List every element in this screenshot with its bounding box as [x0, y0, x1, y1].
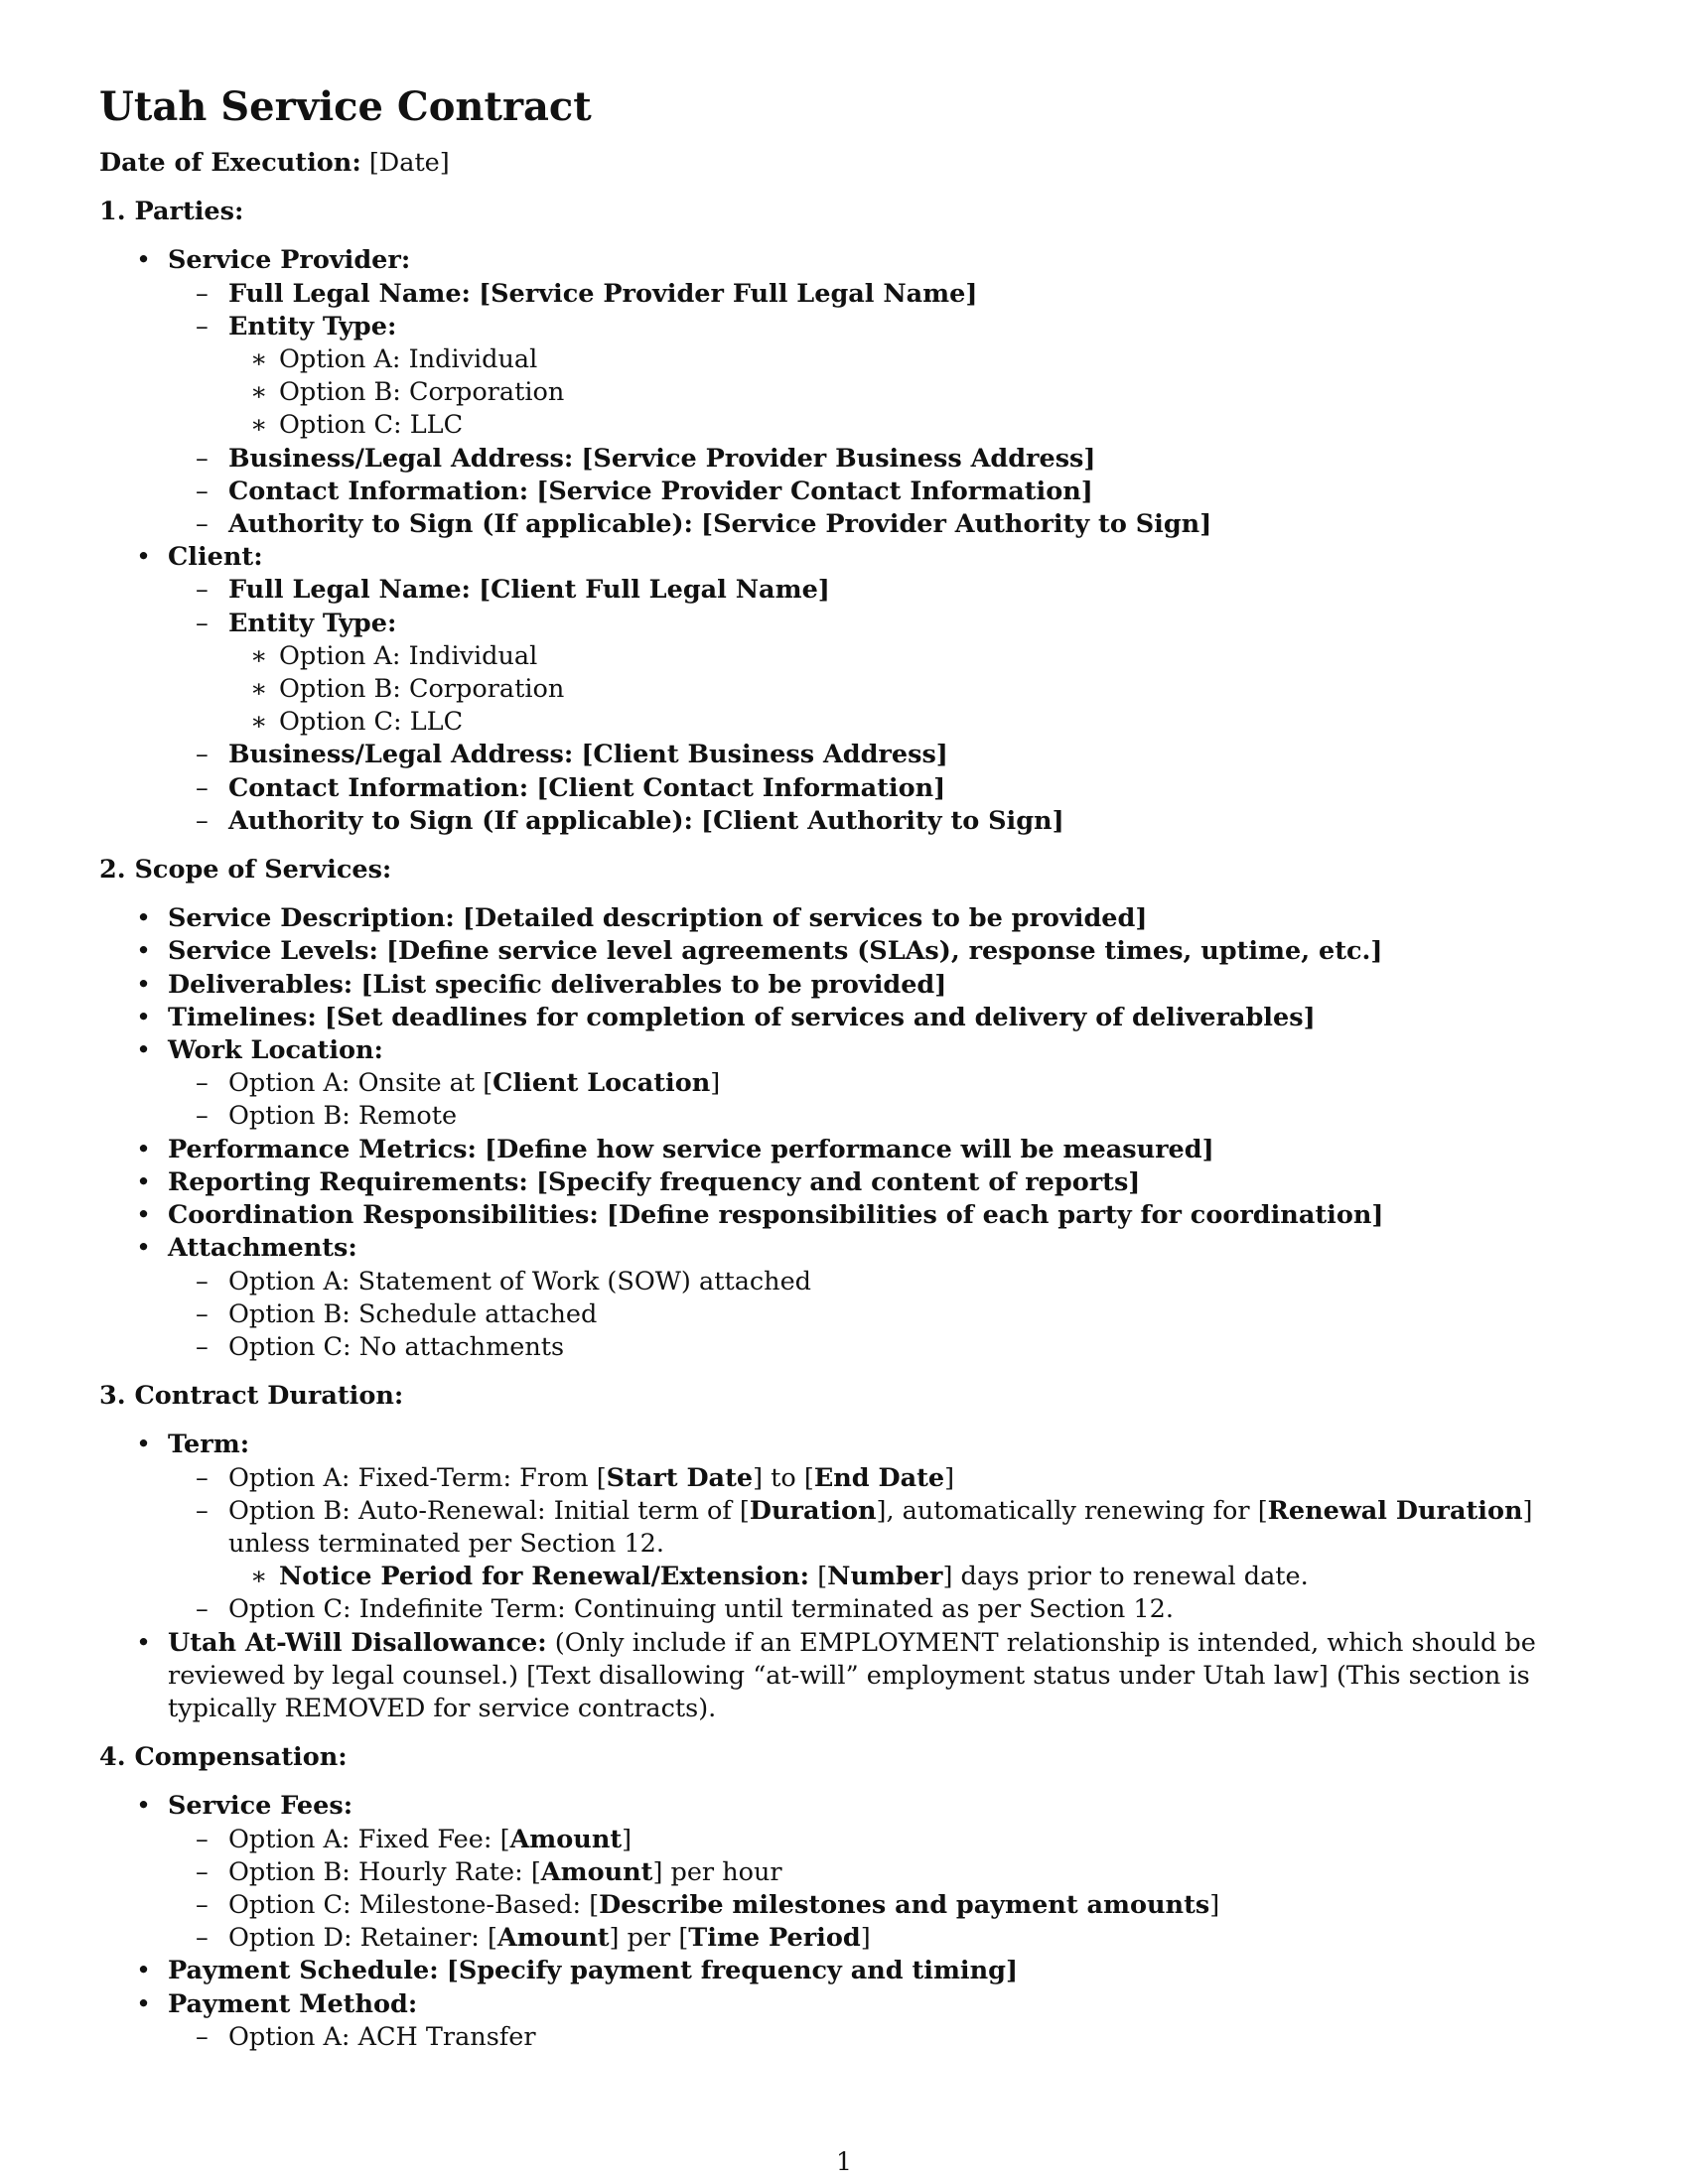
section-title: 3. Contract Duration: — [99, 1381, 404, 1412]
section-title: 1. Parties: — [99, 197, 244, 227]
section-compensation — [99, 1741, 1589, 2054]
list-item: • Term: – Option A: Fixed-Term: From [Start Date] to [End Date] – Option B: Auto-Renewal: Initial term of [Duration], automatically renewing for [Renewal Duration] unless terminated per Section 12. ∗ Notice Period for Renewal/Extension: [Number] days prior to renewal date. – Option C: Indefinite Term: Continuing until terminated as per Section 12. — [99, 1429, 1589, 1626]
list-item: – Option A: Statement of Work (SOW) attached — [196, 1266, 812, 1297]
list-item: – Entity Type: ∗ Option A: Individual ∗ Option B: Corporation ∗ Option C: LLC — [99, 608, 1589, 740]
execution-date-value: [Date] — [368, 148, 450, 178]
list-item: – Option A: Fixed-Term: From [Start Date] to [End Date] — [196, 1462, 955, 1493]
page-number: 1 — [836, 2147, 852, 2176]
section-title: 2. Scope of Services: — [99, 855, 392, 886]
list-item: • Payment Schedule: [Specify payment frequency and timing] — [136, 1956, 1019, 1986]
list-item: – Option B: Hourly Rate: [Amount] per hour — [196, 1856, 782, 1887]
list-item: • Service Provider: – Full Legal Name: [Service Provider Full Legal Name] – Entity Type: ∗ Option A: Individual ∗ Option B: Corporation ∗ Option C: LLC – Business/Legal Address: [Service Provider Business Address] – Contact Information: [Service Provider Contact Information] – Authority to Sign (If applicable): [Service Provider Authority to Sign] — [99, 244, 1589, 541]
list-item: ∗ Notice Period for Renewal/Extension: [Number] days prior to renewal date. — [250, 1562, 1309, 1592]
list-item: ∗ Option A: Individual — [250, 640, 538, 671]
list-item: • Service Fees: – Option A: Fixed Fee: [Amount] – Option B: Hourly Rate: [Amount] per hour – Option C: Milestone-Based: [Describe milestones and payment amounts] – Option D: Retainer: [Amount] per [Time Period] — [99, 1790, 1589, 1955]
list-item: – Option C: No attachments — [196, 1331, 565, 1362]
list-item: – Entity Type: ∗ Option A: Individual ∗ Option B: Corporation ∗ Option C: LLC — [99, 311, 1589, 443]
section-title: 4. Compensation: — [99, 1742, 348, 1773]
list-item: • Service Description: [Detailed description of services to be provided] — [136, 903, 1148, 934]
document-page — [99, 81, 1589, 2070]
section-scope — [99, 854, 1589, 1364]
list-item: – Option A: Fixed Fee: [Amount] — [196, 1824, 633, 1854]
list-item: – Full Legal Name: [Client Full Legal Name] — [196, 575, 830, 606]
list-item: ∗ Option C: LLC — [250, 410, 464, 441]
list-item: • Client: – Full Legal Name: [Client Full Legal Name] – Entity Type: ∗ Option A: Individual ∗ Option B: Corporation ∗ Option C: LLC – Business/Legal Address: [Client Business Address] – Contact Information: [Client Contact Information] – Authority to Sign (If applicable): [Client Authority to Sign] — [99, 541, 1589, 838]
list-item: • Service Levels: [Define service level agreements (SLAs), response times, uptime, etc.] — [136, 936, 1383, 967]
list-item: – Option C: Indefinite Term: Continuing until terminated as per Section 12. — [196, 1594, 1174, 1625]
list-item: – Option C: Milestone-Based: [Describe milestones and payment amounts] — [196, 1889, 1220, 1920]
section-parties — [99, 196, 1589, 838]
list-item: ∗ Option B: Corporation — [250, 377, 565, 408]
list-item: • Reporting Requirements: [Specify frequency and content of reports] — [136, 1166, 1141, 1197]
section-duration — [99, 1380, 1589, 1725]
list-item: – Full Legal Name: [Service Provider Full Legal Name] — [196, 278, 978, 309]
list-item: • Work Location: – Option A: Onsite at [Client Location] – Option B: Remote — [99, 1034, 1589, 1134]
list-item: • Coordination Responsibilities: [Define responsibilities of each party for coordination] — [136, 1200, 1384, 1231]
list-item: ∗ Option C: LLC — [250, 707, 464, 738]
execution-date: Date of Execution: [Date] — [99, 148, 450, 178]
list-item: – Business/Legal Address: [Service Provider Business Address] — [196, 443, 1096, 474]
list-item: – Option D: Retainer: [Amount] per [Time Period] — [196, 1923, 871, 1954]
list-item: • Utah At-Will Disallowance: (Only include if an EMPLOYMENT relationship is intended, which should be reviewed by legal counsel.) [Text disallowing “at-will” employment status under Utah law] (This section is typically REMOVED for service contracts). — [136, 1627, 1536, 1723]
list-item: – Business/Legal Address: [Client Business Address] — [196, 740, 948, 770]
list-item: – Contact Information: [Client Contact Information] — [196, 772, 946, 803]
list-item: • Payment Method: – Option A: ACH Transfer — [99, 1988, 1589, 2054]
list-item: – Option A: ACH Transfer — [196, 2021, 536, 2052]
list-item: ∗ Option B: Corporation — [250, 674, 565, 705]
list-item: – Authority to Sign (If applicable): [Client Authority to Sign] — [196, 805, 1064, 836]
list-item: – Authority to Sign (If applicable): [Service Provider Authority to Sign] — [196, 509, 1212, 540]
list-item: – Option B: Schedule attached — [196, 1298, 598, 1329]
list-item: • Attachments: – Option A: Statement of Work (SOW) attached – Option B: Schedule attached – Option C: No attachments — [99, 1232, 1589, 1364]
document-title: Utah Service Contract — [99, 83, 592, 130]
list-item: • Performance Metrics: [Define how service performance will be measured] — [136, 1134, 1214, 1164]
list-item: – Option A: Onsite at [Client Location] — [196, 1068, 721, 1099]
list-item: – Contact Information: [Service Provider Contact Information] — [196, 476, 1093, 506]
list-item: • Deliverables: [List specific deliverables to be provided] — [136, 969, 947, 1000]
list-item: ∗ Option A: Individual — [250, 344, 538, 375]
list-item: – Option B: Auto-Renewal: Initial term of [Duration], automatically renewing for [Renewal Duration] unless terminated per Section 12. ∗ Notice Period for Renewal/Extension: [Number] days prior to renewal date. — [99, 1495, 1589, 1594]
list-item: – Option B: Remote — [196, 1101, 458, 1132]
list-item: • Timelines: [Set deadlines for completion of services and delivery of deliverables] — [136, 1002, 1316, 1032]
